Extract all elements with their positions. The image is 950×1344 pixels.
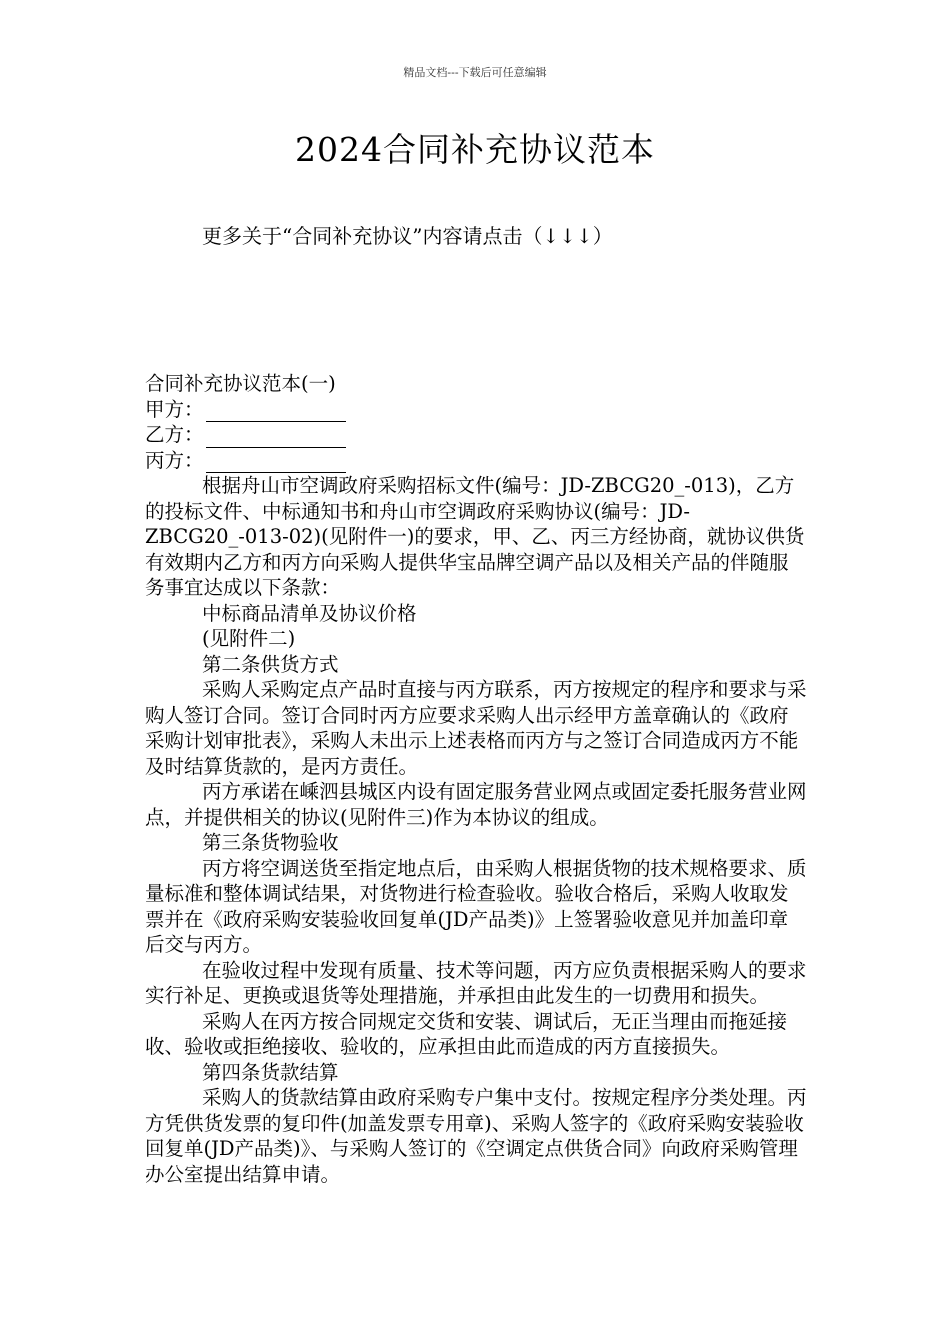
article-two-heading: 第二条供货方式 — [202, 652, 339, 676]
party-b-blank — [206, 427, 346, 448]
party-b-line — [145, 422, 807, 448]
article-two-paragraph-1: 采购人采购定点产品时直接与丙方联系，丙方按规定的程序和要求与采购人签订合同。签订合同时丙方应要求采购人出示经甲方盖章确认的《政府采购计划审批表》，采购人未出示上述表格而丙方与之签订合同造成丙方不能及时结算货款的，是丙方责任。 — [145, 678, 807, 778]
party-c-label: 丙方： — [145, 448, 204, 472]
article-two-paragraph-2: 丙方承诺在嵊泗县城区内设有固定服务营业网点或固定委托服务营业网点，并提供相关的协议(见附件三)作为本协议的组成。 — [145, 780, 807, 829]
party-c-blank — [206, 452, 346, 473]
party-b-label: 乙方： — [145, 423, 204, 446]
document-title: 2024合同补充协议范本 — [295, 130, 655, 169]
article-four-paragraph-1: 采购人的货款结算由政府采购专户集中支付。按规定程序分类处理。丙方凭供货发票的复印件(加盖发票专用章)、采购人签字的《政府采购安装验收回复单(JD产品类)》、与采购人签订的《空调定点供货合同》向政府采购管理办公室提出结算申请。 — [145, 1086, 807, 1186]
section-title: 合同补充协议范本(一) — [145, 372, 336, 395]
article-three-paragraph-1: 丙方将空调送货至指定地点后，由采购人根据货物的技术规格要求、质量标准和整体调试结果，对货物进行检查验收。验收合格后，采购人收取发票并在《政府采购安装验收回复单(JD产品类)》上签署验收意见并加盖印章后交与丙方。 — [145, 856, 807, 956]
party-a-line — [145, 397, 807, 423]
paragraph-preamble: 根据舟山市空调政府采购招标文件(编号：JD-ZBCG20_-013)，乙方的投标文件、中标通知书和舟山市空调政府采购协议(编号：JD-ZBCG20_-013-02)(见附件一)的要求，甲、乙、丙三方经协商，就协议供货有效期内乙方和丙方向采购人提供华宝品牌空调产品以及相关产品的伴随服务事宜达成以下条款： — [145, 474, 805, 599]
article-four-heading: 第四条货款结算 — [202, 1060, 339, 1084]
party-c-line — [145, 448, 807, 474]
article-three-paragraph-3: 采购人在丙方按合同规定交货和安装、调试后，无正当理由而拖延接收、验收或拒绝接收、验收的，应承担由此而造成的丙方直接损失。 — [145, 1009, 788, 1058]
article-three-heading: 第三条货物验收 — [202, 831, 339, 854]
paragraph-appendix-two: (见附件二) — [202, 627, 296, 650]
party-a-blank — [206, 401, 346, 422]
article-three-paragraph-2: 在验收过程中发现有质量、技术等问题，丙方应负责根据采购人的要求实行补足、更换或退货等处理措施，并承担由此发生的一切费用和损失。 — [145, 958, 807, 1007]
more-content-link[interactable]: 更多关于“合同补充协议”内容请点击（↓↓↓） — [202, 224, 613, 248]
party-a-label: 甲方： — [145, 397, 204, 421]
paragraph-price-list: 中标商品清单及协议价格 — [202, 601, 417, 625]
document-body — [145, 371, 807, 1187]
document-header-note: 精品文档---下载后可任意编辑 — [403, 66, 547, 79]
